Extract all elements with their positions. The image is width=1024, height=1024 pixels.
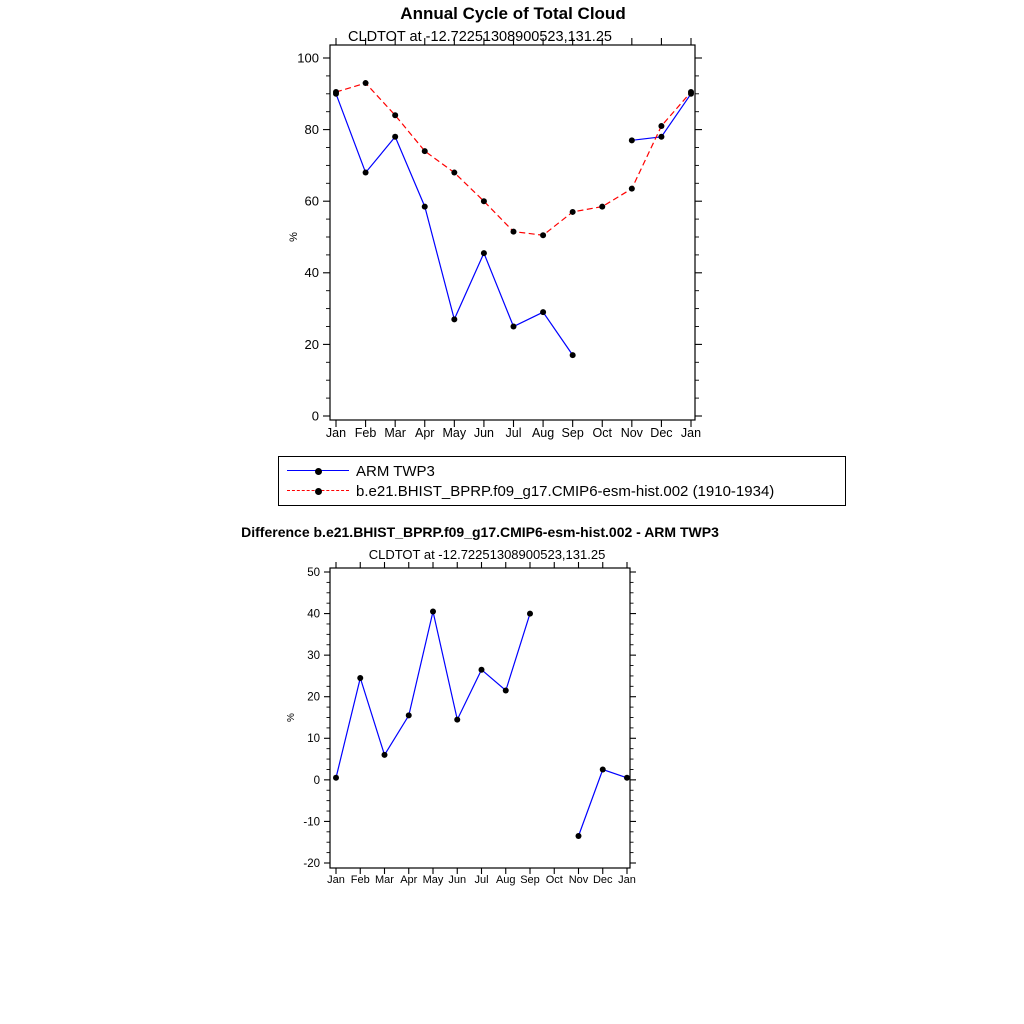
top-chart-title: Annual Cycle of Total Cloud bbox=[400, 4, 626, 23]
data-point-marker bbox=[422, 204, 428, 210]
data-point-marker bbox=[363, 80, 369, 86]
y-axis-ticks bbox=[303, 567, 636, 870]
legend-model-marker-icon bbox=[315, 488, 322, 495]
legend-obs-marker-icon bbox=[315, 468, 322, 475]
diff-chart-subtitle: CLDTOT at -12.72251308900523,131.25 bbox=[368, 547, 606, 562]
x-tick-label: Jul bbox=[474, 874, 489, 886]
data-point-marker bbox=[451, 316, 457, 322]
data-point-marker bbox=[430, 608, 436, 614]
y-tick-label: 80 bbox=[304, 122, 319, 138]
data-point-marker bbox=[570, 352, 576, 358]
data-point-marker bbox=[540, 232, 546, 238]
x-tick-label: May bbox=[422, 874, 444, 886]
x-tick-label: Feb bbox=[350, 874, 370, 886]
x-tick-label: Mar bbox=[384, 426, 406, 440]
data-point-marker bbox=[658, 123, 664, 129]
y-tick-label: 0 bbox=[313, 774, 320, 787]
y-tick-label: 60 bbox=[304, 193, 319, 209]
series-line bbox=[632, 94, 691, 141]
series-line bbox=[336, 94, 573, 355]
x-tick-label: Jan bbox=[680, 426, 702, 440]
x-tick-label: Jan bbox=[327, 874, 345, 886]
legend-box bbox=[278, 456, 846, 506]
data-point-marker bbox=[527, 611, 533, 617]
x-tick-label: Sep bbox=[520, 874, 540, 886]
data-point-marker bbox=[600, 766, 606, 772]
x-tick-label: Jan bbox=[618, 874, 636, 886]
x-tick-label: Dec bbox=[650, 426, 673, 440]
x-tick-label: Jun bbox=[473, 426, 494, 440]
x-tick-label: Apr bbox=[400, 874, 418, 886]
y-tick-label: 0 bbox=[311, 408, 319, 424]
data-point-marker bbox=[481, 250, 487, 256]
x-tick-label: Dec bbox=[592, 874, 613, 886]
y-tick-label: 40 bbox=[307, 608, 320, 621]
x-tick-label: Aug bbox=[495, 874, 516, 886]
x-tick-label: Nov bbox=[568, 874, 589, 886]
series-line bbox=[579, 770, 628, 837]
y-axis-label: % bbox=[288, 232, 300, 242]
data-point-marker bbox=[570, 209, 576, 215]
x-tick-label: Jan bbox=[325, 426, 347, 440]
y-axis-label: % bbox=[286, 713, 297, 722]
data-point-marker bbox=[333, 775, 339, 781]
data-point-marker bbox=[382, 752, 388, 758]
y-tick-label: 50 bbox=[307, 566, 320, 579]
y-tick-label: -10 bbox=[303, 816, 320, 829]
legend-item-obs bbox=[287, 461, 837, 481]
series-line bbox=[336, 612, 530, 778]
y-tick-label: 30 bbox=[307, 650, 320, 663]
legend-item-model bbox=[287, 481, 837, 501]
chart-0 bbox=[288, 38, 702, 440]
x-tick-label: Jun bbox=[448, 874, 467, 886]
y-tick-label: 40 bbox=[304, 265, 319, 281]
data-point-marker bbox=[629, 186, 635, 192]
data-point-marker bbox=[511, 229, 517, 235]
data-point-marker bbox=[629, 137, 635, 143]
y-tick-label: -20 bbox=[303, 857, 320, 870]
data-point-marker bbox=[481, 198, 487, 204]
y-tick-label: 100 bbox=[297, 50, 319, 66]
data-point-marker bbox=[451, 170, 457, 176]
y-tick-label: 20 bbox=[307, 691, 320, 704]
legend-label-model: b.e21.BHIST_BPRP.f09_g17.CMIP6-esm-hist.002 (1910-1934) bbox=[356, 482, 775, 500]
x-tick-label: Mar bbox=[375, 874, 394, 886]
data-point-marker bbox=[454, 717, 460, 723]
diff-chart-title: Difference b.e21.BHIST_BPRP.f09_g17.CMIP6-esm-hist.002 - ARM TWP3 bbox=[241, 524, 719, 540]
y-axis-ticks bbox=[297, 50, 702, 423]
x-tick-label: Aug bbox=[531, 426, 555, 440]
y-tick-label: 20 bbox=[304, 336, 319, 352]
data-point-marker bbox=[599, 204, 605, 210]
data-point-marker bbox=[479, 667, 485, 673]
x-tick-label: Nov bbox=[620, 426, 643, 440]
x-tick-label: Oct bbox=[545, 874, 563, 886]
data-point-marker bbox=[624, 775, 630, 781]
data-point-marker bbox=[688, 89, 694, 95]
x-axis-ticks bbox=[327, 562, 636, 886]
x-tick-label: Oct bbox=[592, 426, 612, 440]
legend-label-obs: ARM TWP3 bbox=[356, 462, 435, 480]
data-point-marker bbox=[503, 687, 509, 693]
data-point-marker bbox=[540, 309, 546, 315]
x-axis-ticks bbox=[326, 38, 701, 440]
data-point-marker bbox=[392, 112, 398, 118]
data-point-marker bbox=[422, 148, 428, 154]
data-point-marker bbox=[406, 712, 412, 718]
x-tick-label: Feb bbox=[354, 426, 377, 440]
data-point-marker bbox=[363, 170, 369, 176]
data-point-marker bbox=[357, 675, 363, 681]
data-point-marker bbox=[392, 134, 398, 140]
x-tick-label: Jul bbox=[505, 426, 522, 440]
plot-frame bbox=[330, 568, 630, 868]
data-point-marker bbox=[658, 134, 664, 140]
y-tick-label: 10 bbox=[307, 733, 320, 746]
x-tick-label: Sep bbox=[561, 426, 584, 440]
x-tick-label: Apr bbox=[415, 426, 435, 440]
data-point-marker bbox=[576, 833, 582, 839]
legend-line-sample-obs bbox=[287, 464, 349, 478]
top-chart-subtitle: CLDTOT at -12.72251308900523,131.25 bbox=[348, 29, 612, 45]
data-point-marker bbox=[511, 324, 517, 330]
legend-line-sample-model bbox=[287, 484, 349, 498]
x-tick-label: May bbox=[442, 426, 467, 440]
chart-1 bbox=[286, 562, 636, 886]
data-point-marker bbox=[333, 89, 339, 95]
series-line bbox=[336, 83, 691, 235]
